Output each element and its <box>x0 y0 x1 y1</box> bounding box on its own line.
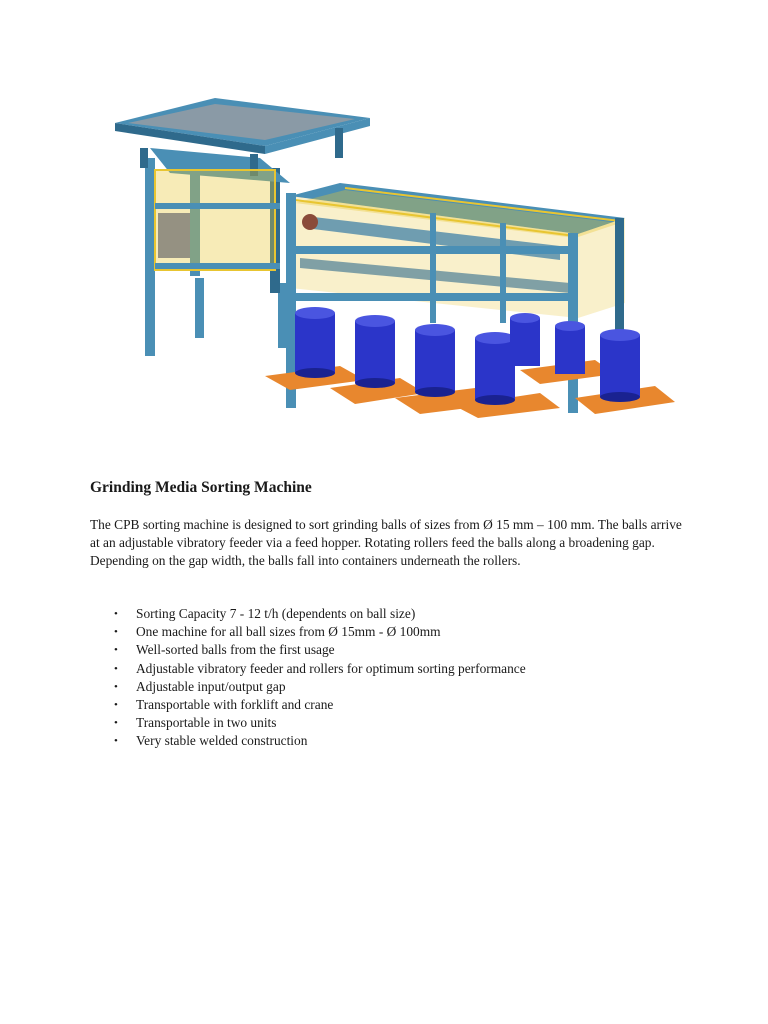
bullet-icon: • <box>114 608 118 620</box>
bullet-icon: • <box>114 626 118 639</box>
left-guard-cage <box>155 170 280 270</box>
feature-text: Sorting Capacity 7 - 12 t/h (dependents on ball size) <box>136 606 416 621</box>
bullet-icon: • <box>114 699 118 712</box>
feature-item <box>90 714 690 732</box>
feature-text: Very stable welded construction <box>136 733 308 749</box>
feature-text: One machine for all ball sizes from Ø 15mm - Ø 100mm <box>136 624 441 640</box>
feature-item <box>90 660 690 678</box>
feature-item <box>90 732 690 750</box>
machine-render-svg <box>100 88 690 433</box>
feature-item <box>90 641 690 659</box>
feature-list <box>90 605 690 751</box>
machine-illustration <box>100 88 690 433</box>
bullet-icon: • <box>114 662 118 675</box>
feature-item <box>90 696 690 714</box>
feature-text: Adjustable input/output gap <box>136 678 286 694</box>
feature-text: Adjustable vibratory feeder and rollers for optimum sorting performance <box>136 660 526 676</box>
bullet-icon: • <box>114 735 118 748</box>
feature-text: Transportable in two units <box>136 715 277 731</box>
feature-item <box>90 623 690 641</box>
feature-text: Well-sorted balls from the first usage <box>136 642 335 658</box>
document-title: Grinding Media Sorting Machine <box>90 479 312 496</box>
feature-item <box>90 605 690 623</box>
bullet-icon: • <box>114 680 118 693</box>
bullet-icon: • <box>114 717 118 730</box>
description-paragraph: The CPB sorting machine is designed to sort grinding balls of sizes from Ø 15 mm – 100 mm. The balls arrive at an adjustable vibratory feeder via a feed hopper. Rotating rollers feed the balls along a broadening gap. Depending on the gap width, the balls fall into containers underneath the rollers. <box>90 517 682 568</box>
feature-text: Transportable with forklift and crane <box>136 697 334 713</box>
bullet-icon: • <box>114 644 118 657</box>
feature-item <box>90 678 690 696</box>
